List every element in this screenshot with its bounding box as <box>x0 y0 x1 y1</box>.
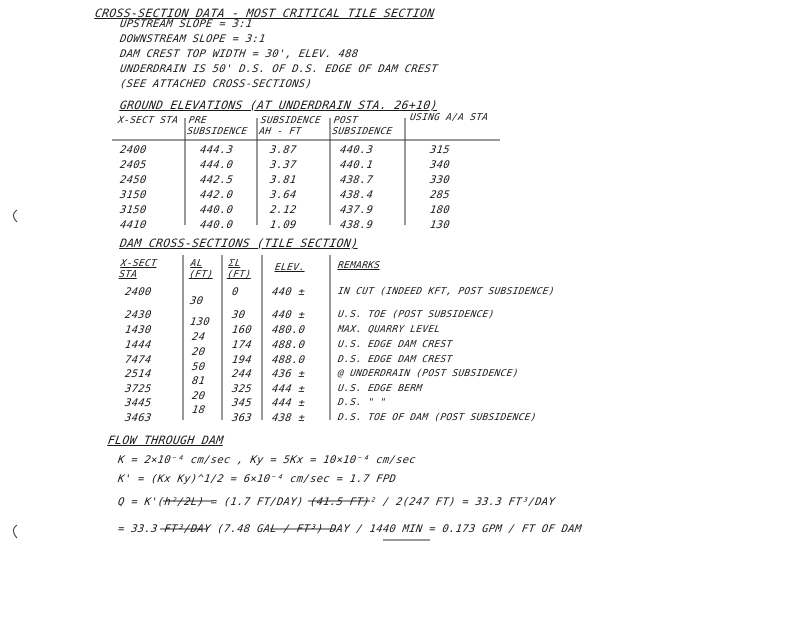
table-cell: 442.0 <box>199 189 234 201</box>
table-cell: 1.09 <box>269 219 298 231</box>
table-cell: 444 ± <box>271 383 306 395</box>
table-cell: 438.4 <box>339 189 374 201</box>
table-cell: 0 <box>231 286 240 298</box>
column-header: PRE SUBSIDENCE <box>186 115 249 137</box>
table-cell: 442.5 <box>199 174 234 186</box>
section-title: GROUND ELEVATIONS (AT UNDERDRAIN STA. 26+10) <box>119 98 439 112</box>
table-cell: 1444 <box>124 339 153 351</box>
interval-cell: 30 <box>189 295 205 307</box>
table-cell: 285 <box>429 189 451 201</box>
table-cell: U.S. EDGE BERM <box>337 383 424 394</box>
table-cell: 3463 <box>124 412 153 424</box>
table-cell: 440.0 <box>199 219 234 231</box>
table-cell: 440.0 <box>199 204 234 216</box>
header-line: UPSTREAM SLOPE = 3:1 <box>119 18 254 30</box>
table-cell: 2430 <box>124 309 153 321</box>
calc-line: K' = (Kx Ky)^1/2 = 6×10⁻⁴ cm/sec = 1.7 FPD <box>117 473 397 485</box>
table-cell: U.S. TOE (POST SUBSIDENCE) <box>337 309 496 320</box>
table-cell: 30 <box>231 309 247 321</box>
table-cell: 2405 <box>119 159 148 171</box>
interval-cell: 24 <box>191 331 207 343</box>
calc-line: K = 2×10⁻⁴ cm/sec , Ky = 5Kx = 10×10⁻⁴ cm/sec <box>117 454 417 466</box>
table-cell: 438 ± <box>271 412 306 424</box>
table-cell: MAX. QUARRY LEVEL <box>337 324 442 335</box>
column-header: AL (FT) <box>188 258 215 280</box>
table-cell: 315 <box>429 144 451 156</box>
page-title: CROSS-SECTION DATA - MOST CRITICAL TILE SECTION <box>94 6 436 20</box>
table-cell: 440.1 <box>339 159 374 171</box>
table-cell: 330 <box>429 174 451 186</box>
table-cell: 437.9 <box>339 204 374 216</box>
table-cell: 363 <box>231 412 253 424</box>
table-cell: 488.0 <box>271 339 306 351</box>
column-header: SUBSIDENCE AH - FT <box>258 115 322 137</box>
column-header: USING A/A STA <box>409 112 490 123</box>
table-cell: 438.9 <box>339 219 374 231</box>
table-cell: 3445 <box>124 397 153 409</box>
column-header: X-SECT STA <box>118 258 158 280</box>
table-cell: D.S. EDGE DAM CREST <box>337 354 454 365</box>
table-cell: 1430 <box>124 324 153 336</box>
interval-cell: 50 <box>191 361 207 373</box>
interval-cell: 130 <box>189 316 211 328</box>
column-header: REMARKS <box>337 260 381 271</box>
table-cell: 174 <box>231 339 253 351</box>
table-cell: 436 ± <box>271 368 306 380</box>
table-cell: 325 <box>231 383 253 395</box>
table-cell: 7474 <box>124 354 153 366</box>
table-cell: 3.87 <box>269 144 298 156</box>
table-cell: 2400 <box>124 286 153 298</box>
table-cell: 440.3 <box>339 144 374 156</box>
table-cell: 340 <box>429 159 451 171</box>
interval-cell: 20 <box>191 390 207 402</box>
table-cell: D.S. " " <box>337 397 387 408</box>
header-line: (SEE ATTACHED CROSS-SECTIONS) <box>119 78 313 90</box>
table-cell: 244 <box>231 368 253 380</box>
section-title: FLOW THROUGH DAM <box>107 433 225 447</box>
table-cell: 345 <box>231 397 253 409</box>
table-cell: @ UNDERDRAIN (POST SUBSIDENCE) <box>337 368 520 379</box>
column-header: ΣL (FT) <box>226 258 253 280</box>
table-cell: 488.0 <box>271 354 306 366</box>
table-cell: 480.0 <box>271 324 306 336</box>
section-title: DAM CROSS-SECTIONS (TILE SECTION) <box>119 236 360 250</box>
table-cell: 2450 <box>119 174 148 186</box>
table-cell: 160 <box>231 324 253 336</box>
table-cell: 2400 <box>119 144 148 156</box>
table-cell: 2514 <box>124 368 153 380</box>
table-cell: 3.37 <box>269 159 298 171</box>
table-cell: 444.0 <box>199 159 234 171</box>
column-header: ELEV. <box>274 262 306 273</box>
interval-cell: 18 <box>191 404 207 416</box>
interval-cell: 81 <box>191 375 207 387</box>
table-cell: D.S. TOE OF DAM (POST SUBSIDENCE) <box>337 412 538 423</box>
table-cell: 180 <box>429 204 451 216</box>
calc-line: Q = K'(h²/2L) = (1.7 FT/DAY) (41.5 FT)² / 2(247 FT) = 33.3 FT³/DAY <box>117 496 556 508</box>
header-line: DOWNSTREAM SLOPE = 3:1 <box>119 33 267 45</box>
table-cell: IN CUT (INDEED KFT, POST SUBSIDENCE) <box>337 286 556 297</box>
table-cell: 3.64 <box>269 189 298 201</box>
column-header: X-SECT STA <box>117 115 179 126</box>
table-cell: 3.81 <box>269 174 298 186</box>
table-cell: 3150 <box>119 189 148 201</box>
column-header: POST SUBSIDENCE <box>331 115 394 137</box>
table-cell: 440 ± <box>271 309 306 321</box>
header-line: DAM CREST TOP WIDTH = 30', ELEV. 488 <box>119 48 360 60</box>
table-cell: 438.7 <box>339 174 374 186</box>
interval-cell: 20 <box>191 346 207 358</box>
table-cell: 194 <box>231 354 253 366</box>
table-cell: 130 <box>429 219 451 231</box>
table-cell: 444 ± <box>271 397 306 409</box>
calc-line: = 33.3 FT³/DAY (7.48 GAL / FT³) DAY / 1440 MIN = 0.173 GPM / FT OF DAM <box>117 523 583 535</box>
table-cell: U.S. EDGE DAM CREST <box>337 339 454 350</box>
table-cell: 4410 <box>119 219 148 231</box>
table-cell: 2.12 <box>269 204 298 216</box>
table-cell: 3150 <box>119 204 148 216</box>
header-line: UNDERDRAIN IS 50' D.S. OF D.S. EDGE OF DAM CREST <box>119 63 439 75</box>
table-cell: 3725 <box>124 383 153 395</box>
table-cell: 440 ± <box>271 286 306 298</box>
table-cell: 444.3 <box>199 144 234 156</box>
